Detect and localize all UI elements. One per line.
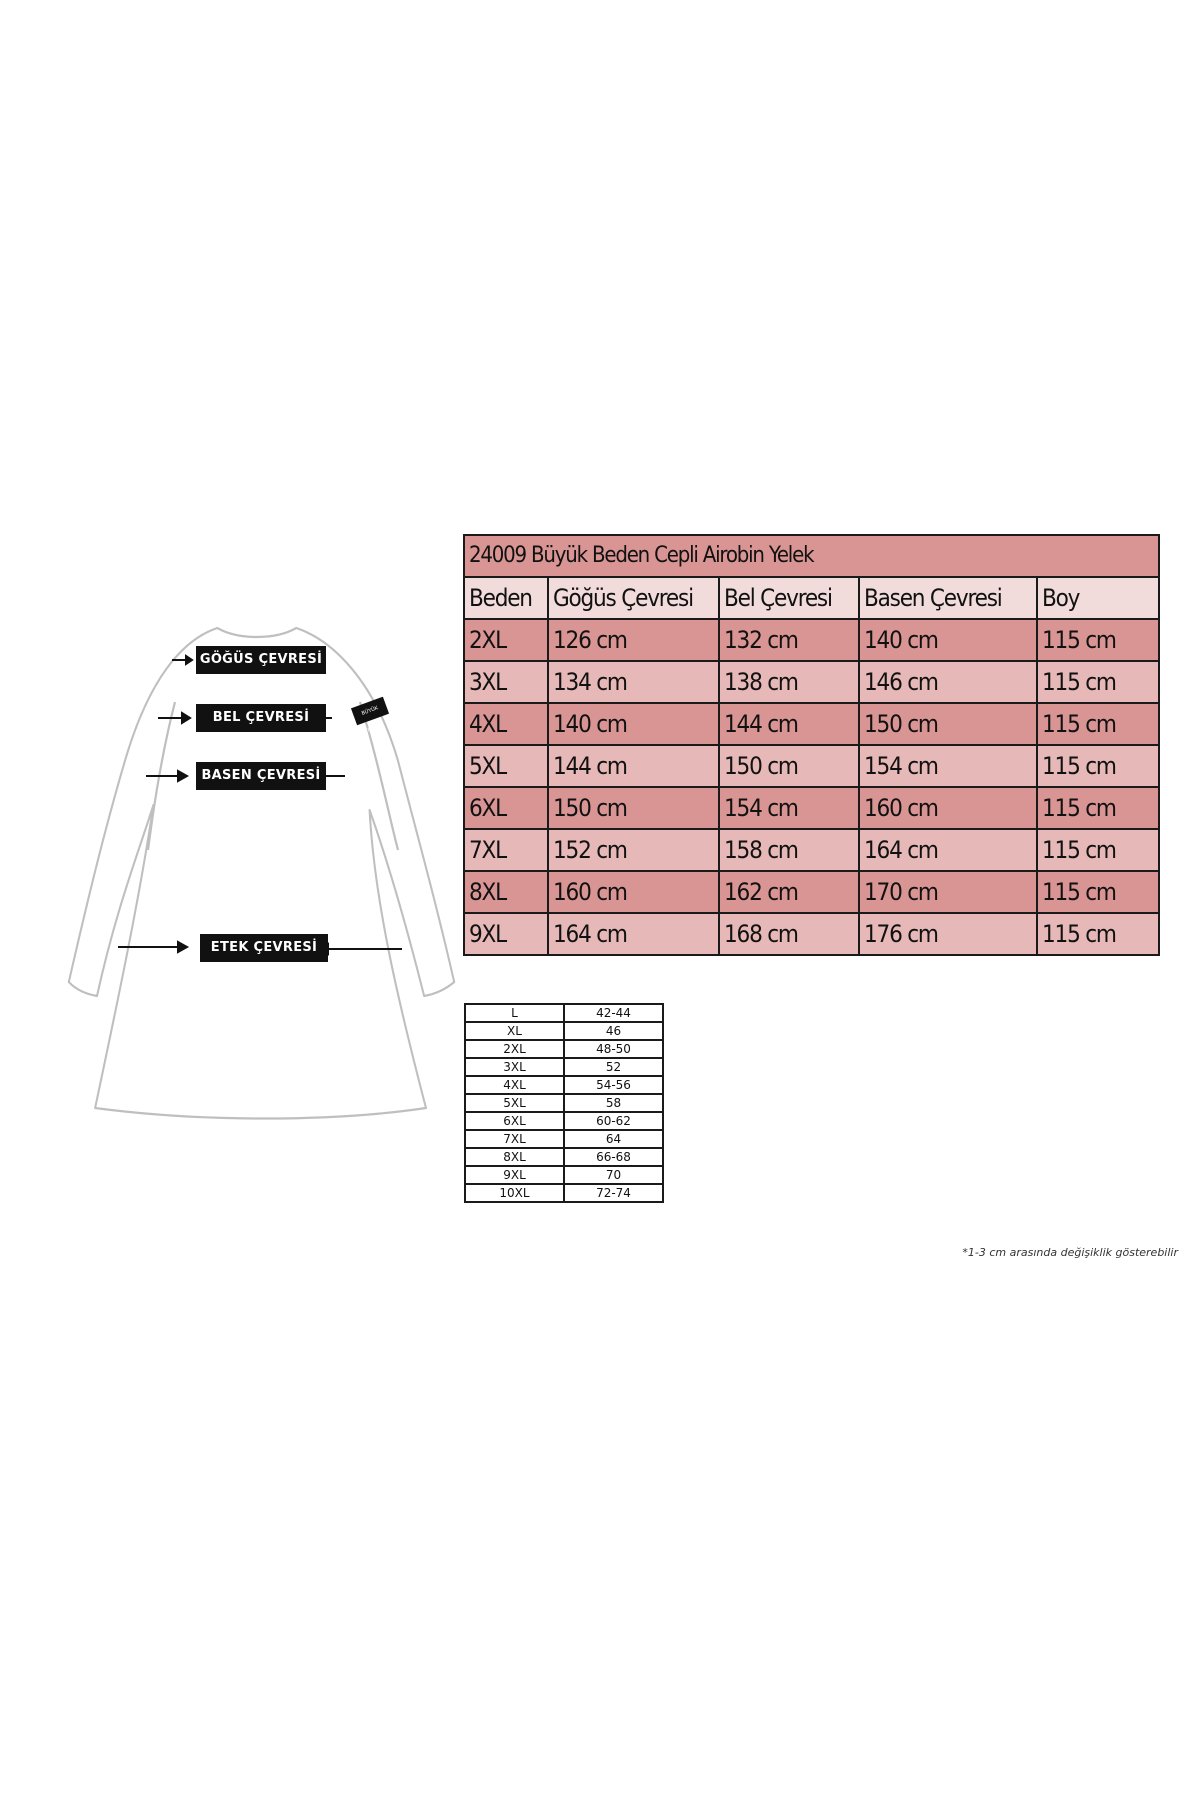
- size-value-cell: 66-68: [564, 1148, 663, 1166]
- table-cell: 3XL: [464, 661, 548, 703]
- size-cell: 7XL: [465, 1130, 564, 1148]
- size-cell: 4XL: [465, 1076, 564, 1094]
- table-cell: 115 cm: [1037, 619, 1159, 661]
- size-value-cell: 48-50: [564, 1040, 663, 1058]
- table-row: [464, 787, 1159, 829]
- size-value-cell: 58: [564, 1094, 663, 1112]
- table-cell: 152 cm: [548, 829, 719, 871]
- header-cell: Beden: [464, 577, 548, 619]
- table-cell: 115 cm: [1037, 787, 1159, 829]
- size-cell: 2XL: [465, 1040, 564, 1058]
- table-cell: 115 cm: [1037, 913, 1159, 955]
- size-cell: 5XL: [465, 1094, 564, 1112]
- table-cell: 150 cm: [548, 787, 719, 829]
- table-cell: 164 cm: [859, 829, 1037, 871]
- header-cell: Göğüs Çevresi: [548, 577, 719, 619]
- table-cell: 164 cm: [548, 913, 719, 955]
- table-row: [464, 913, 1159, 955]
- size-row: [465, 1184, 663, 1202]
- size-value-cell: 60-62: [564, 1112, 663, 1130]
- size-row: [465, 1094, 663, 1112]
- table-cell: 146 cm: [859, 661, 1037, 703]
- table-cell: 150 cm: [719, 745, 859, 787]
- table-cell: 8XL: [464, 871, 548, 913]
- table-cell: 138 cm: [719, 661, 859, 703]
- size-row: [465, 1004, 663, 1022]
- table-row: [464, 745, 1159, 787]
- table-cell: 140 cm: [859, 619, 1037, 661]
- table-cell: 115 cm: [1037, 829, 1159, 871]
- table-cell: 115 cm: [1037, 661, 1159, 703]
- table-cell: 158 cm: [719, 829, 859, 871]
- size-row: [465, 1148, 663, 1166]
- header-cell: Boy: [1037, 577, 1159, 619]
- size-cell: 3XL: [465, 1058, 564, 1076]
- table-cell: 144 cm: [719, 703, 859, 745]
- table-cell: 160 cm: [859, 787, 1037, 829]
- table-cell: 134 cm: [548, 661, 719, 703]
- table-cell: 7XL: [464, 829, 548, 871]
- table-cell: 5XL: [464, 745, 548, 787]
- table-title-row: [464, 535, 1159, 577]
- size-row: [465, 1130, 663, 1148]
- size-value-cell: 54-56: [564, 1076, 663, 1094]
- size-row: [465, 1058, 663, 1076]
- size-row: [465, 1076, 663, 1094]
- size-value-cell: 72-74: [564, 1184, 663, 1202]
- table-title: 24009 Büyük Beden Cepli Airobin Yelek: [464, 535, 1159, 577]
- table-row: [464, 661, 1159, 703]
- dress-outline-illustration: [60, 610, 460, 1130]
- size-row: [465, 1112, 663, 1130]
- table-cell: 162 cm: [719, 871, 859, 913]
- table-row: [464, 871, 1159, 913]
- size-value-cell: 46: [564, 1022, 663, 1040]
- table-cell: 2XL: [464, 619, 548, 661]
- size-cell: 10XL: [465, 1184, 564, 1202]
- table-cell: 140 cm: [548, 703, 719, 745]
- size-cell: L: [465, 1004, 564, 1022]
- table-cell: 176 cm: [859, 913, 1037, 955]
- table-cell: 6XL: [464, 787, 548, 829]
- table-cell: 132 cm: [719, 619, 859, 661]
- table-row: [464, 619, 1159, 661]
- table-cell: 115 cm: [1037, 745, 1159, 787]
- table-cell: 4XL: [464, 703, 548, 745]
- size-cell: 8XL: [465, 1148, 564, 1166]
- table-cell: 168 cm: [719, 913, 859, 955]
- table-cell: 170 cm: [859, 871, 1037, 913]
- table-cell: 154 cm: [719, 787, 859, 829]
- table-row: [464, 703, 1159, 745]
- table-cell: 126 cm: [548, 619, 719, 661]
- table-cell: 144 cm: [548, 745, 719, 787]
- table-cell: 9XL: [464, 913, 548, 955]
- table-cell: 154 cm: [859, 745, 1037, 787]
- table-cell: 115 cm: [1037, 871, 1159, 913]
- chest-label: GÖĞÜS ÇEVRESİ: [196, 646, 326, 674]
- header-cell: Basen Çevresi: [859, 577, 1037, 619]
- table-cell: 160 cm: [548, 871, 719, 913]
- table-cell: 115 cm: [1037, 703, 1159, 745]
- measurement-table: [463, 534, 1160, 956]
- size-conversion-table: [464, 1003, 664, 1203]
- table-row: [464, 829, 1159, 871]
- table-cell: 150 cm: [859, 703, 1037, 745]
- size-row: [465, 1022, 663, 1040]
- size-row: [465, 1040, 663, 1058]
- garment-diagram: [60, 610, 460, 1130]
- hem-label: ETEK ÇEVRESİ: [200, 934, 328, 962]
- size-value-cell: 64: [564, 1130, 663, 1148]
- garment-tag: BÜYÜK BEDEN: [351, 697, 389, 726]
- hip-label: BASEN ÇEVRESİ: [196, 762, 326, 790]
- size-cell: 6XL: [465, 1112, 564, 1130]
- size-cell: 9XL: [465, 1166, 564, 1184]
- variation-note: *1-3 cm arasında değişiklik gösterebilir: [962, 1246, 1178, 1259]
- size-row: [465, 1166, 663, 1184]
- size-value-cell: 70: [564, 1166, 663, 1184]
- waist-label: BEL ÇEVRESİ: [196, 704, 326, 732]
- size-cell: XL: [465, 1022, 564, 1040]
- header-cell: Bel Çevresi: [719, 577, 859, 619]
- table-header-row: [464, 577, 1159, 619]
- size-value-cell: 42-44: [564, 1004, 663, 1022]
- size-value-cell: 52: [564, 1058, 663, 1076]
